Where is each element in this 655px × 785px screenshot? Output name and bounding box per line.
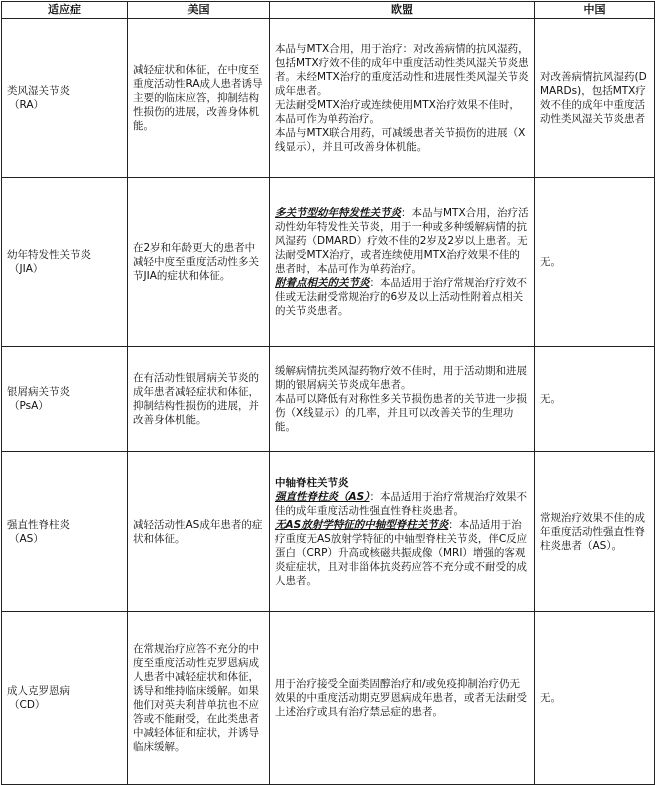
indication-abbr: （RA）: [9, 99, 45, 111]
eu-paragraph: 本品与MTX合用，用于治疗：对改善病情的抗风湿药，包括MTX疗效不佳的成年中重度活动性类风湿关节炎患者。未经MTX治疗的重度活动性和进展性类风湿关节炎成年患者。: [275, 43, 529, 97]
indication-name: 幼年特发性关节炎: [7, 249, 91, 261]
indication-name: 类风湿关节炎: [7, 85, 70, 97]
header-row: [2, 2, 655, 19]
cn-cell: 无。: [535, 612, 655, 785]
indication-abbr: （AS）: [9, 532, 44, 545]
us-cell: 在2岁和年龄更大的患者中减轻中度至重度活动性多关节JIA的症状和体征。: [128, 178, 270, 347]
indication-cell: [2, 178, 128, 347]
eu-paragraph: 无法耐受MTX治疗或连续使用MTX治疗效果不佳时，本品可作为单药治疗。: [275, 99, 520, 125]
eu-paragraph: [275, 490, 529, 518]
indication-abbr: （PsA）: [9, 400, 49, 412]
eu-cell: 用于治疗接受全面类固醇治疗和/或免疫抑制治疗仍无效果的中重度活动期克罗恩病成年患者，或者无法耐受上述治疗或具有治疗禁忌症的患者。: [270, 612, 535, 785]
eu-text: ：本品适用于治疗常规治疗疗效不佳或无法耐受常规治疗的6岁及以上活动性附着点相关的关节炎患者。: [275, 277, 527, 317]
header-eu: 欧盟: [270, 2, 535, 19]
eu-section-title: 中轴脊柱关节炎: [275, 476, 349, 489]
eu-subheading: 强直性脊柱炎（AS）: [275, 490, 370, 503]
eu-text: ：本品适用于治疗重度无AS放射学特征的中轴型脊柱关节炎，伴C反应蛋白（CRP）升高或核磁共振成像（MRI）增强的客观炎症症状，且对非甾体抗炎药应答不充分或不耐受的成人患者。: [275, 518, 528, 587]
eu-subheading: 无AS放射学特征的中轴型脊柱关节炎: [275, 518, 449, 531]
indication-cell: [2, 612, 128, 785]
table-row: [2, 452, 655, 612]
eu-text: ：本品与MTX合用，治疗活动性幼年特发性关节炎，用于一种或多种缓解病情的抗风湿药（DMARD）疗效不佳的2岁及2岁以上患者。无法耐受MTX治疗，或者连续使用MTX治疗效果不佳的患者时，本品可作为单药治疗。: [275, 207, 529, 275]
table-row: [2, 19, 655, 178]
header-cn: 中国: [535, 2, 655, 19]
us-cell: 在常规治疗应答不充分的中度至重度活动性克罗恩病成人患者中减轻症状和体征，诱导和维持临床缓解。如果他们对英夫利昔单抗也不应答或不能耐受，在此类患者中减轻体征和症状，并诱导临床缓解。: [128, 612, 270, 785]
us-cell: 在有活动性银屑病关节炎的成年患者减轻症状和体征，抑制结构性损伤的进展，并改善身体机能。: [128, 347, 270, 452]
eu-cell: [270, 19, 535, 178]
indication-comparison-table: [1, 1, 655, 785]
indication-cell: [2, 452, 128, 612]
table-row: [2, 347, 655, 452]
indication-name: 成人克罗恩病: [7, 685, 70, 697]
eu-cell: [270, 178, 535, 347]
indication-name: 强直性脊柱炎: [7, 518, 70, 531]
indication-abbr: （JIA）: [9, 263, 44, 275]
indication-cell: [2, 347, 128, 452]
indication-cell: [2, 19, 128, 178]
eu-text: ：本品适用于治疗常规治疗效果不佳的成年重度活动性强直性脊柱炎患者。: [275, 490, 527, 517]
us-cell: 减轻活动性AS成年患者的症状和体征。: [128, 452, 270, 612]
us-cell: 减轻症状和体征，在中度至重度活动性RA成人患者诱导主要的临床应答，抑制结构性损伤的进展，改善身体机能。: [128, 19, 270, 178]
eu-paragraph: 本品可以降低有对称性多关节损伤患者的关节进一步损伤（X线显示）的几率，并且可以改善关节的生理功能。: [275, 393, 527, 433]
table-row: [2, 612, 655, 785]
cn-cell: 无。: [535, 178, 655, 347]
cn-cell: 对改善病情抗风湿药(DMARDs)，包括MTX疗效不佳的成年中重度活动性类风湿关节炎患者: [535, 19, 655, 178]
header-indication: 适应症: [2, 2, 128, 19]
eu-paragraph: 缓解病情抗类风湿药物疗效不佳时，用于活动期和进展期的银屑病关节炎成年患者。: [275, 365, 527, 391]
eu-subheading: 多关节型幼年特发性关节炎: [275, 207, 401, 219]
cn-cell: 无。: [535, 347, 655, 452]
eu-paragraph: [275, 206, 529, 276]
header-us: 美国: [128, 2, 270, 19]
cn-cell: 常规治疗效果不佳的成年重度活动性强直性脊柱炎患者（AS）。: [535, 452, 655, 612]
table-row: [2, 178, 655, 347]
eu-paragraph: [275, 276, 529, 318]
eu-paragraph: 本品与MTX联合用药，可减缓患者关节损伤的进展（X线显示），并且可改善身体机能。: [275, 127, 526, 153]
eu-cell: [270, 452, 535, 612]
indication-name: 银屑病关节炎: [7, 386, 70, 398]
indication-abbr: （CD）: [9, 699, 46, 711]
eu-subheading: 附着点相关的关节炎: [275, 277, 370, 289]
eu-cell: [270, 347, 535, 452]
eu-paragraph: [275, 518, 529, 588]
